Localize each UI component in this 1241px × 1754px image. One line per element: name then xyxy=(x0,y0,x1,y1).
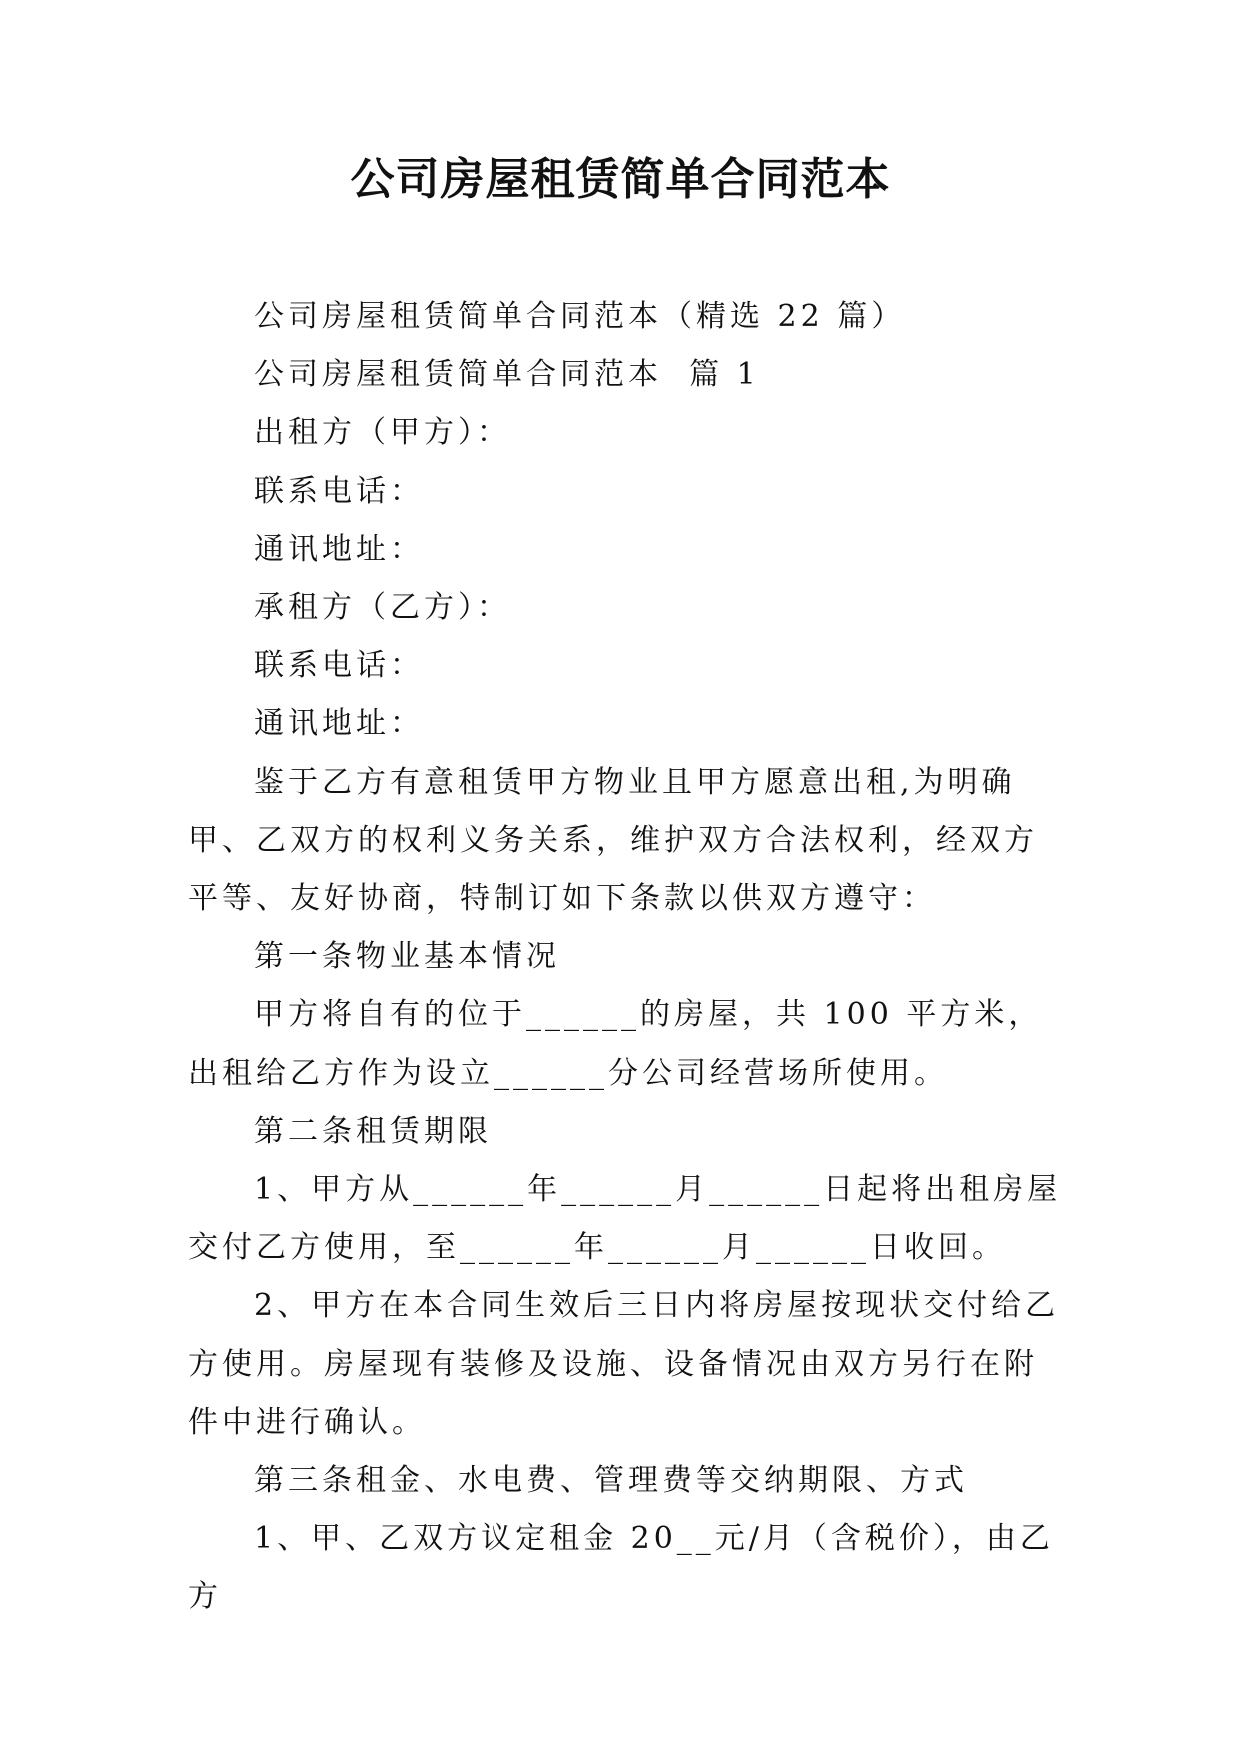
paragraph-heading-selection: 公司房屋租赁简单合同范本（精选 22 篇） xyxy=(254,299,906,334)
document-title: 公司房屋租赁简单合同范本 xyxy=(350,154,891,205)
paragraph-article-3-item-1: 1、甲、乙双方议定租金 20__元/月（含税价），由乙方 xyxy=(188,1521,1054,1615)
paragraph-article-2-item-2: 2、甲方在本合同生效后三日内将房屋按现状交付给乙方使用。房屋现有装修及设施、设备情况由双方另行在附件中进行确认。 xyxy=(188,1288,1060,1440)
paragraph-lessor-phone: 联系电话： xyxy=(254,473,424,509)
paragraph-section-title: 公司房屋租赁简单合同范本 篇 1 xyxy=(254,357,760,393)
paragraph-lessee-phone: 联系电话： xyxy=(254,648,424,684)
paragraph-lessor-address: 通讯地址： xyxy=(254,531,424,567)
paragraph-article-3-title: 第三条租金、水电费、管理费等交纳期限、方式 xyxy=(254,1463,968,1499)
paragraph-article-2-title: 第二条租赁期限 xyxy=(254,1113,492,1149)
paragraph-lessee: 承租方（乙方）： xyxy=(254,590,511,626)
paragraph-article-2-item-1: 1、甲方从______年______月______日起将出租房屋交付乙方使用，至______年______月______日收回。 xyxy=(188,1172,1062,1266)
paragraph-lessor: 出租方（甲方）： xyxy=(254,415,511,451)
paragraph-preamble: 鉴于乙方有意租赁甲方物业且甲方愿意出租,为明确甲、乙双方的权利义务关系，维护双方合法权利，经双方平等、友好协商，特制订如下条款以供双方遵守： xyxy=(188,764,1038,917)
document-body xyxy=(188,288,1068,1627)
paragraph-article-1-body: 甲方将自有的位于______的房屋，共 100 平方米，出租给乙方作为设立______分公司经营场所使用。 xyxy=(188,997,1043,1091)
paragraph-lessee-address: 通讯地址： xyxy=(254,706,424,742)
paragraph-article-1-title: 第一条物业基本情况 xyxy=(254,939,560,975)
